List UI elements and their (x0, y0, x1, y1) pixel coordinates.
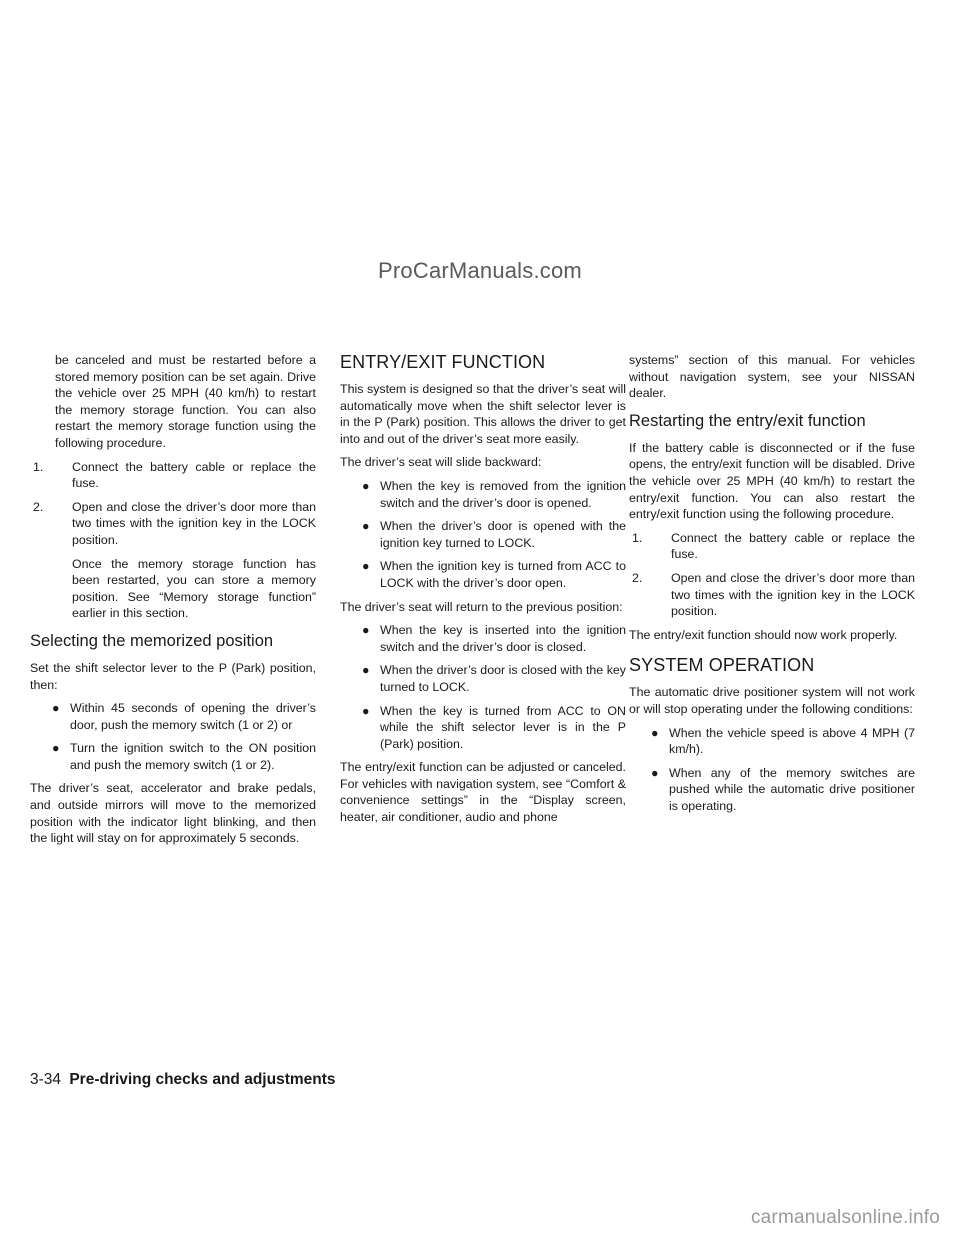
step-number: 2. (632, 570, 643, 585)
col2-p1: This system is designed so that the driver’s seat will automatically move when the shift selector lever is in the P (Park) position. This allows the driver to get into and out of the driver’s seat more easily. (340, 382, 626, 446)
col1-step-2 (30, 499, 316, 549)
bullet-icon: ● (362, 519, 370, 534)
col2-p2: The driver’s seat will slide backward: (340, 455, 542, 470)
bullet-icon: ● (651, 765, 659, 780)
col3-p1: If the battery cable is disconnected or if the fuse opens, the entry/exit function will be disabled. Drive the vehicle over 25 MPH (40 km/h) to restart the entry/exit function. You can also restart the entry/exit function using the following procedure. (629, 440, 915, 522)
bullet-text: When the key is turned from ACC to ON while the shift selector lever is in the P (Park) position. (380, 703, 626, 751)
column-1 (30, 352, 316, 854)
bullet-icon: ● (362, 663, 370, 678)
col2-bullet-4 (340, 622, 626, 655)
column-3 (629, 352, 915, 821)
bullet-icon: ● (651, 725, 659, 740)
bullet-text: Within 45 seconds of opening the driver’s door, push the memory switch (1 or 2) or (70, 701, 316, 732)
col1-step-2-note: Once the memory storage function has been restarted, you can store a memory position. See “Memory storage function” earlier in this section. (72, 556, 316, 621)
bullet-text: When the driver’s door is opened with the ignition key turned to LOCK. (380, 519, 626, 550)
col1-bullet-1 (30, 700, 316, 733)
bullet-text: When any of the memory switches are pushed while the automatic drive positioner is operating. (669, 765, 915, 813)
section-title: Pre-driving checks and adjustments (69, 1071, 336, 1088)
col1-p2: The driver’s seat, accelerator and brake pedals, and outside mirrors will move to the memorized position with the indicator light blinking, and then the light will stay on for approximately 5 seconds. (30, 781, 316, 846)
bullet-icon: ● (362, 623, 370, 638)
col1-p1: Set the shift selector lever to the P (Park) position, then: (30, 660, 316, 692)
col3-p0: systems” section of this manual. For vehicles without navigation system, see your NISSAN dealer. (629, 353, 915, 401)
col3-step-2 (629, 570, 915, 620)
heading-entry-exit-function: ENTRY/EXIT FUNCTION (340, 352, 546, 372)
col3-bullet-1 (629, 725, 915, 758)
col2-bullet-2 (340, 518, 626, 551)
bullet-icon: ● (362, 478, 370, 493)
step-number: 1. (632, 530, 643, 545)
heading-restarting-entry-exit: Restarting the entry/exit function (629, 411, 866, 430)
watermark-bottom: carmanualsonline.info (750, 1207, 940, 1228)
bullet-icon: ● (362, 703, 370, 718)
page-number: 3-34 (30, 1071, 62, 1088)
col3-bullet-2 (629, 765, 915, 815)
heading-system-operation: SYSTEM OPERATION (629, 655, 815, 676)
step-number: 2. (33, 499, 44, 514)
bullet-text: When the key is removed from the ignition switch and the driver’s door is opened. (380, 478, 626, 510)
step-text: Open and close the driver’s door more than two times with the ignition key in the LOCK position. (72, 499, 316, 547)
col2-bullet-5 (340, 662, 626, 695)
col3-p3: The automatic drive positioner system will not work or will stop operating under the following conditions: (629, 685, 915, 716)
page-footer (30, 1071, 336, 1089)
col2-bullet-1 (340, 478, 626, 511)
bullet-icon: ● (362, 559, 370, 574)
col1-bullet-2 (30, 740, 316, 773)
col2-bullet-3 (340, 558, 626, 591)
bullet-text: When the vehicle speed is above 4 MPH (7 km/h). (669, 725, 915, 757)
bullet-text: When the key is inserted into the ignition switch and the driver’s door is closed. (380, 623, 626, 654)
col1-intro: be canceled and must be restarted before a stored memory position can be set again. Drive the vehicle over 25 MPH (40 km/h) to restart the memory storage function. You can also restart the memory storage function using the following procedure. (55, 353, 316, 450)
bullet-text: When the ignition key is turned from ACC to LOCK with the driver’s door open. (380, 559, 626, 590)
step-number: 1. (33, 459, 44, 474)
step-text: Open and close the driver’s door more than two times with the ignition key in the LOCK position. (671, 570, 915, 619)
col3-p2: The entry/exit function should now work properly. (629, 627, 898, 642)
bullet-text: Turn the ignition switch to the ON position and push the memory switch (1 or 2). (70, 741, 316, 772)
col2-p4: The entry/exit function can be adjusted or canceled. For vehicles with navigation system, see “Comfort & convenience settings” in the “Display screen, heater, air conditioner, audio and phone (340, 760, 626, 825)
bullet-icon: ● (52, 701, 60, 716)
col1-step-1 (30, 459, 316, 492)
col2-p3: The driver’s seat will return to the previous position: (340, 599, 623, 614)
bullet-text: When the driver’s door is closed with the key turned to LOCK. (380, 663, 626, 694)
step-text: Connect the battery cable or replace the fuse. (671, 530, 915, 562)
step-text: Connect the battery cable or replace the fuse. (72, 459, 316, 491)
watermark-top: ProCarManuals.com (378, 258, 582, 283)
bullet-icon: ● (52, 741, 60, 756)
column-2 (340, 352, 626, 833)
heading-selecting-memorized-position: Selecting the memorized position (30, 631, 274, 650)
col2-bullet-6 (340, 703, 626, 753)
col3-step-1 (629, 530, 915, 563)
